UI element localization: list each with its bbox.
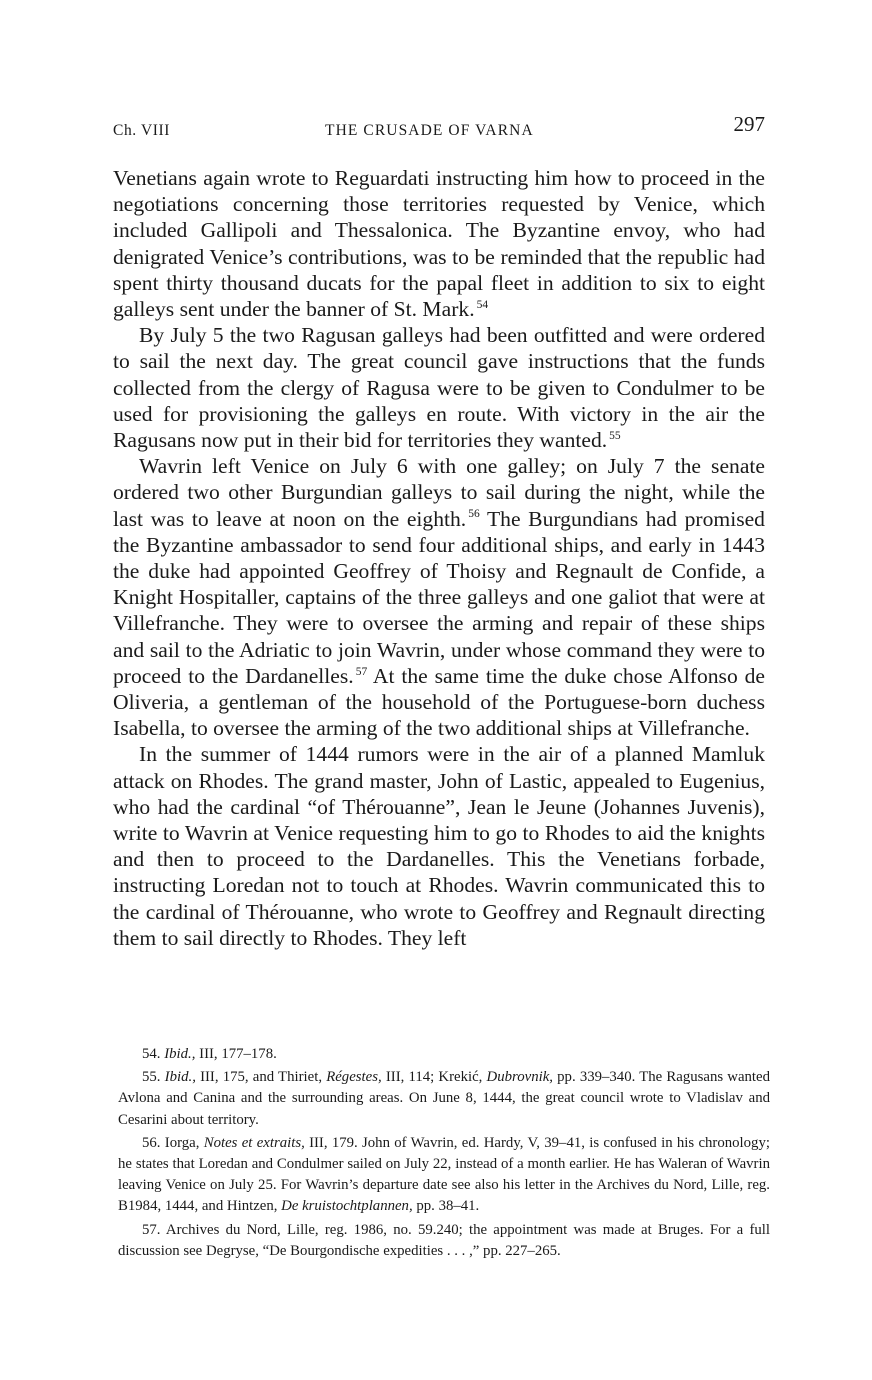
paragraph [113,322,765,453]
paragraph-text: The Burgundians had promised the Byzantine ambassador to send four additional ships, and early in 1443 the duke had appointed Geoffrey of Thoisy and Regnault de Confide, a Knight Hospitaller, captains of the three galleys and one galiot that were at Villefranche. They were to oversee the arming and repair of these ships and sail to the Adriatic to join Wavrin, under whose command they were to proceed to the Dardanelles. [113,506,765,688]
footnotes [118,1044,770,1264]
footnote-marker: 55 [609,429,621,442]
footnote-italic: Ibid., [164,1069,196,1086]
footnote-57 [118,1220,770,1262]
footnote-italic: Ibid., [164,1046,196,1062]
paragraph [113,741,765,951]
footnote-text: pp. 38–41. [412,1198,480,1215]
footnote-text: III, 114; Krekić, [381,1069,487,1086]
footnote-text: Archives du Nord, Lille, reg. 1986, no. 59.240; the appointment was made at Bruges. For a full discussion see Degryse, “De Bourgondische expedities . . . ,” pp. 227–265. [118,1221,770,1259]
footnote-italic: De kruistochtplannen, [281,1198,413,1215]
paragraph-text: In the summer of 1444 rumors were in the air of a planned Mamluk attack on Rhodes. The grand master, John of Lastic, appealed to Eugenius, who had the cardinal “of Thérouanne”, Jean le Jeune (Johannes Juvenis), write to Wavrin at Venice requesting him to go to Rhodes to aid the knights and then to proceed to the Dardanelles. This the Venetians forbade, instructing Loredan not to touch at Rhodes. Wavrin communicated this to the cardinal of Thérouanne, who wrote to Geoffrey and Regnault directing them to sail directly to Rhodes. They left [113,742,765,950]
paragraph [113,453,765,741]
paragraph [113,165,765,322]
footnote-marker: 54 [476,298,489,311]
footnote-text: III, 177–178. [195,1046,277,1062]
footnote-number: 57. [142,1221,161,1238]
footnote-marker: 56 [468,508,480,521]
paragraph-text: By July 5 the two Ragusan galleys had been outfitted and were ordered to sail the next day. The great council gave instructions that the funds collected from the clergy of Ragusa were to be given to Condulmer to be used for provisioning the galleys en route. With victory in the air the Ragusans now put in their bid for territories they wanted. [113,323,765,453]
footnote-number: 55. [142,1069,161,1086]
footnote-marker: 57 [355,665,368,678]
main-text [113,165,765,951]
running-title: THE CRUSADE OF VARNA [325,122,534,139]
footnote-text: Iorga, [160,1134,204,1151]
footnote-italic: Notes et extraits, [203,1134,305,1151]
footnote-54 [118,1044,770,1065]
chapter-label: Ch. VIII [113,122,171,139]
page-number: 297 [733,112,765,136]
footnote-italic: Régestes, [326,1069,382,1086]
footnote-number: 56. [142,1134,161,1151]
paragraph-text: Wavrin left Venice on July 6 with one galley; on July 7 the senate ordered two other Burgundian galleys to sail during the night, while the last was to leave at noon on the eighth. [113,454,765,531]
footnote-56 [118,1133,770,1218]
footnote-text: pp. 339–340. The Ragusans wanted Avlona and Canina and the surrounding areas. On June 8, 1444, the great council wrote to Vladislav and Cesarini about territory. [118,1069,770,1128]
paragraph-text: At the same time the duke chose Alfonso de Oliveria, a gentleman of the household of the Portuguese-born duchess Isabella, to oversee the arming of the two additional ships at Villefranche. [113,663,766,741]
footnote-text: III, 175, and Thiriet, [195,1069,327,1086]
footnote-number: 54. [142,1046,161,1062]
paragraph-text: Venetians again wrote to Reguardati instructing him how to proceed in the negotiations concerning those territories requested by Venice, which included Gallipoli and Thessalonica. The Byzantine envoy, who had denigrated Venice’s contributions, was to be reminded that the republic had spent thirty thousand ducats for the papal fleet in addition to six to eight galleys sent under the banner of St. Mark. [113,166,765,322]
running-header [113,112,765,146]
footnote-text: III, 179. John of Wavrin, ed. Hardy, V, 39–41, is confused in his chronology; he states that Loredan and Condulmer sailed on July 22, instead of a month earlier. He has Waleran of Wavrin leaving Venice on July 25. For Wavrin’s departure date see also his letter in the Archives du Nord, Lille, reg. B1984, 1444, and Hintzen, [118,1134,770,1215]
footnote-italic: Dubrovnik, [486,1069,553,1086]
footnote-55 [118,1067,770,1131]
